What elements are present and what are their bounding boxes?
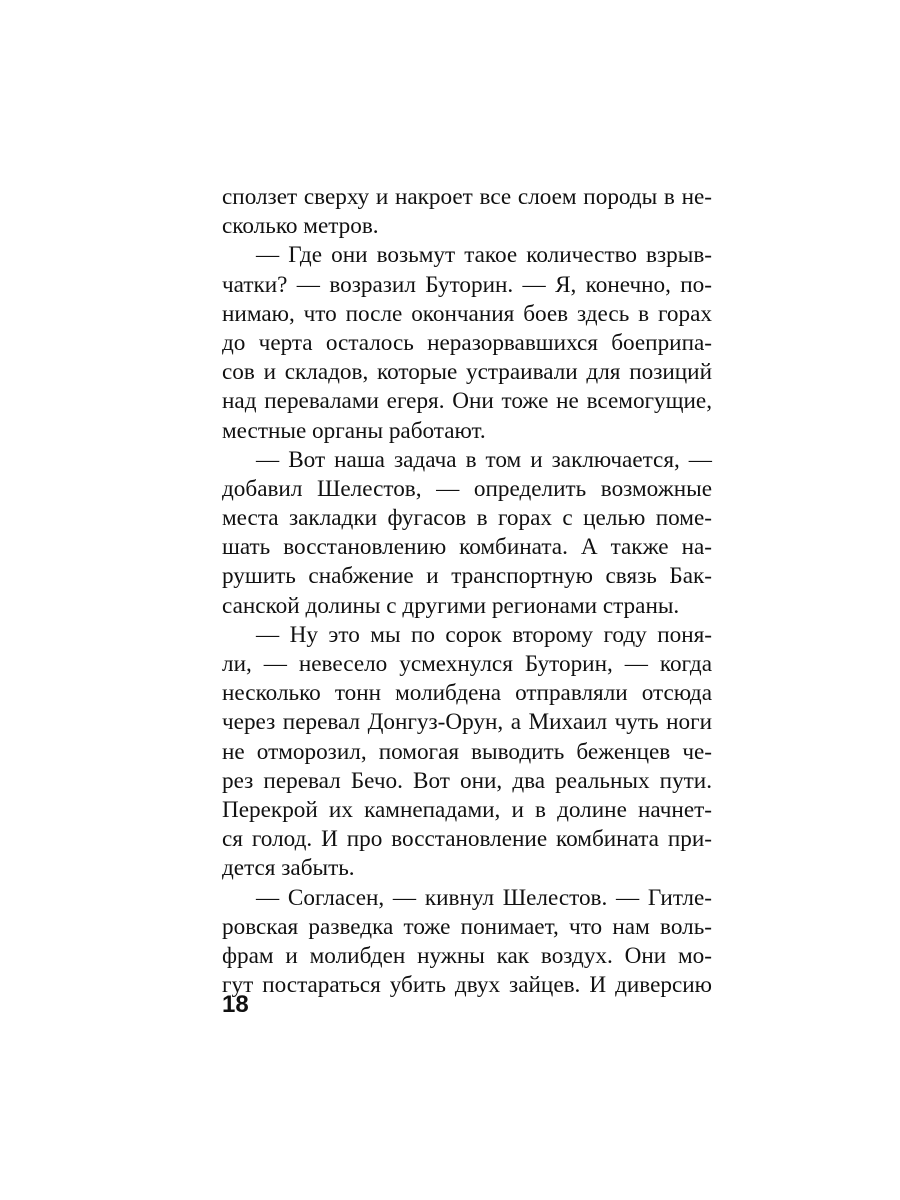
text-line: места закладки фугасов в горах с целью поме- — [222, 505, 712, 532]
text-line: — Согласен, — кивнул Шелестов. — Гитле- — [256, 884, 712, 911]
text-line: фрам и молибден нужны как воздух. Они мо- — [222, 942, 712, 969]
text-line: до черта осталось неразорвавшихся боеприпа- — [222, 329, 712, 356]
text-line: гут постараться убить двух зайцев. И диверсию — [222, 972, 712, 999]
text-line: местные органы работают. — [222, 417, 486, 444]
text-line: дется забыть. — [222, 855, 355, 882]
text-line: сов и складов, которые устраивали для позиций — [222, 359, 712, 386]
text-line: рез перевал Бечо. Вот они, два реальных пути. — [222, 767, 712, 794]
text-line: ся голод. И про восстановление комбината при- — [222, 826, 712, 853]
text-line: несколько тонн молибдена отправляли отсюда — [222, 680, 712, 707]
text-line: сколько метров. — [222, 213, 379, 240]
text-line: не отморозил, помогая выводить беженцев че- — [222, 738, 712, 765]
page-number: 18 — [222, 991, 249, 1018]
text-line: — Ну это мы по сорок второму году поня- — [256, 621, 712, 648]
text-line: ровская разведка тоже понимает, что нам воль- — [222, 913, 712, 940]
text-line: — Где они возьмут такое количество взрыв- — [256, 242, 712, 269]
text-line: нимаю, что после окончания боев здесь в горах — [222, 300, 712, 327]
text-line: рушить снабжение и транспортную связь Бак- — [222, 563, 712, 590]
text-line: над перевалами егеря. Они тоже не всемогущие, — [222, 388, 712, 415]
text-line: чатки? — возразил Буторин. — Я, конечно, по- — [222, 271, 712, 298]
text-line: Перекрой их камнепадами, и в долине начнет- — [222, 796, 712, 823]
text-line: санской долины с другими регионами страны. — [222, 592, 680, 619]
text-line: ли, — невесело усмехнулся Буторин, — когда — [222, 651, 712, 677]
text-line: добавил Шелестов, — определить возможные — [222, 475, 712, 502]
text-line: — Вот наша задача в том и заключается, — — [256, 446, 712, 473]
body-text — [222, 183, 712, 1000]
text-line: шать восстановлению комбината. А также на- — [222, 534, 712, 561]
text-line: через перевал Донгуз-Орун, а Михаил чуть ноги — [222, 709, 712, 736]
text-line: сползет сверху и накроет все слоем породы в не- — [222, 184, 712, 210]
